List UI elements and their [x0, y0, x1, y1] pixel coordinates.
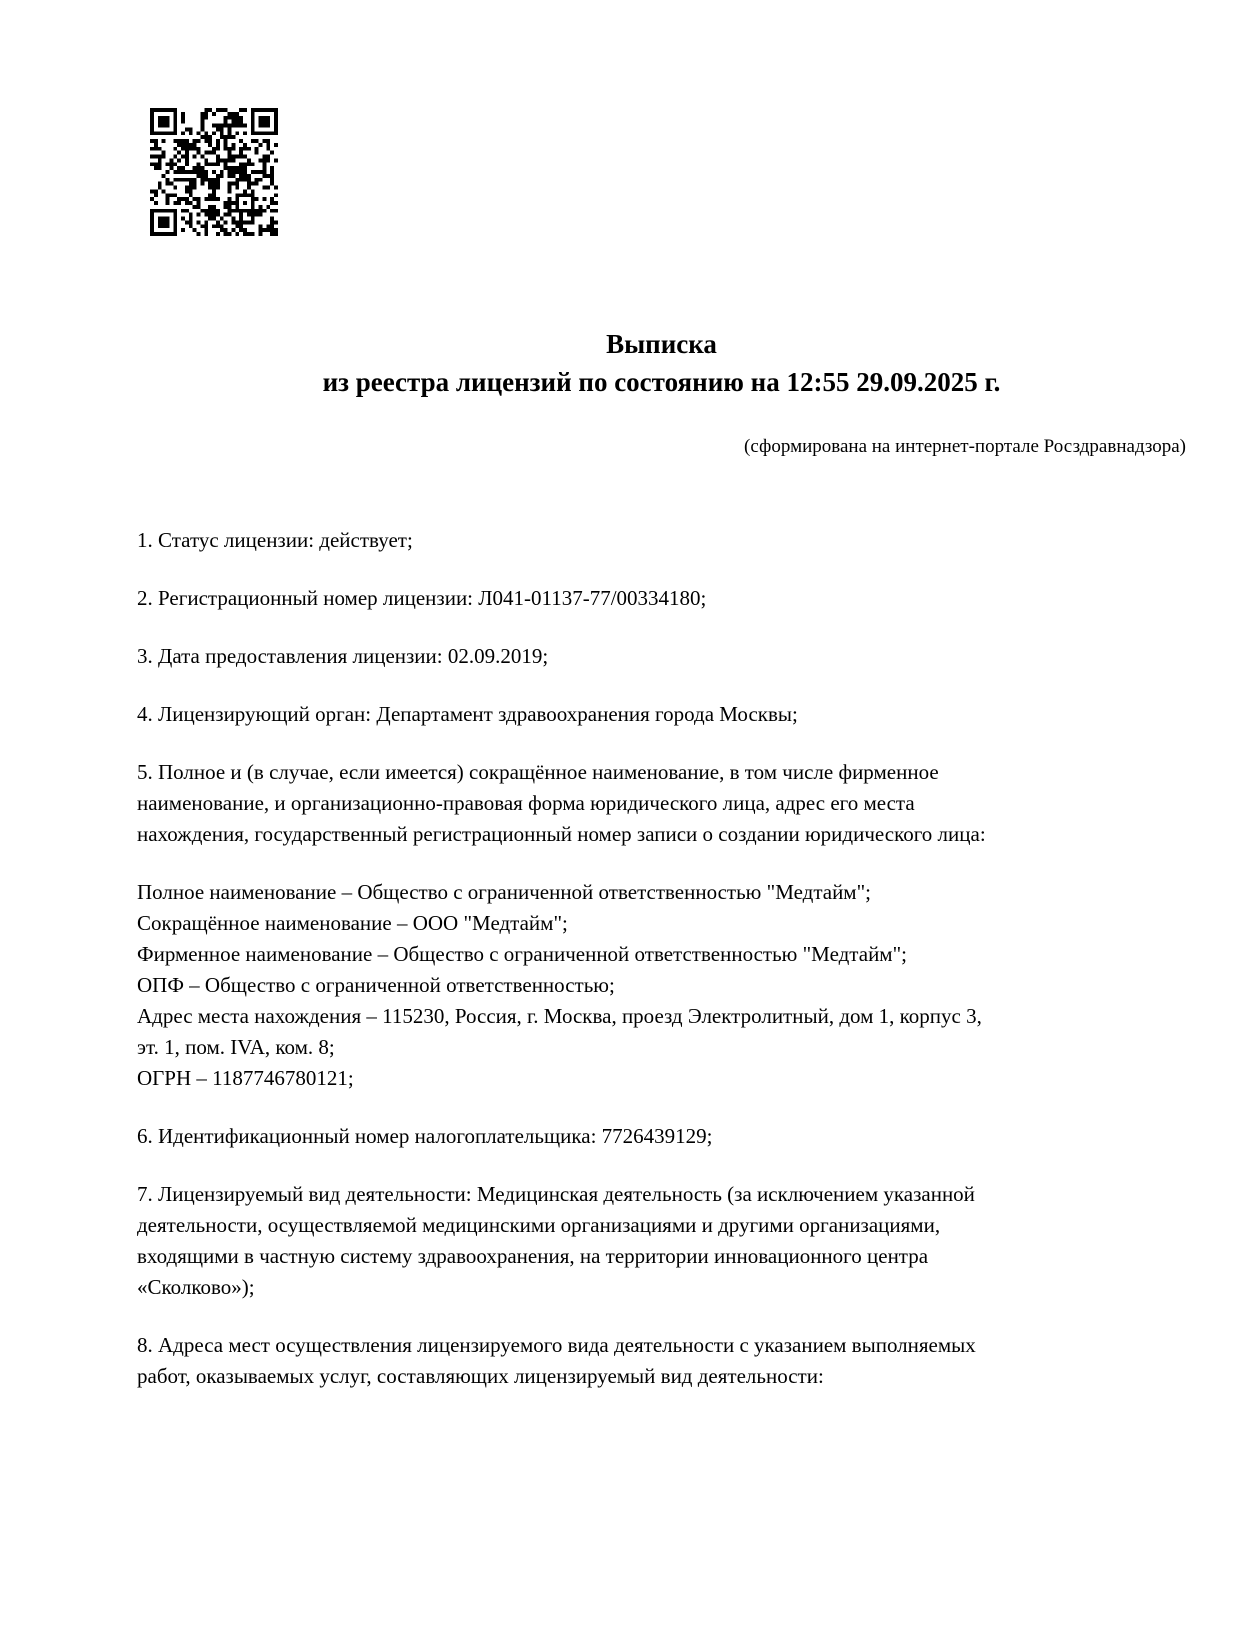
full-name	[137, 877, 1186, 908]
document-line: Фирменное наименование – Общество с ограниченной ответственностью "Медтайм";	[137, 942, 907, 966]
brand-name	[137, 939, 1186, 970]
document-line: «Сколково»);	[137, 1275, 255, 1299]
item-8-activity-addresses	[137, 1330, 1186, 1392]
document-line: 7. Лицензируемый вид деятельности: Медицинская деятельность (за исключением указанной	[137, 1182, 975, 1206]
document-line: 1. Статус лицензии: действует;	[137, 528, 413, 552]
document-line: нахождения, государственный регистрационный номер записи о создании юридического лица:	[137, 822, 986, 846]
item-7-licensed-activity	[137, 1179, 1186, 1303]
document-line: 5. Полное и (в случае, если имеется) сокращённое наименование, в том числе фирменное	[137, 760, 939, 784]
item-5-legal-entity-heading	[137, 757, 1186, 850]
document-line: наименование, и организационно-правовая форма юридического лица, адрес его места	[137, 791, 915, 815]
document-line: Адрес места нахождения – 115230, Россия, г. Москва, проезд Электролитный, дом 1, корпус 3,	[137, 1004, 982, 1028]
opf	[137, 970, 1186, 1001]
item-2-registration-number	[137, 583, 1186, 614]
document-line: деятельности, осуществляемой медицинскими организациями и другими организациями,	[137, 1213, 941, 1237]
document-line: 4. Лицензирующий орган: Департамент здравоохранения города Москвы;	[137, 702, 798, 726]
document-line: Полное наименование – Общество с ограниченной ответственностью "Медтайм";	[137, 880, 872, 904]
document-line: 3. Дата предоставления лицензии: 02.09.2019;	[137, 644, 549, 668]
document-line: 6. Идентификационный номер налогоплательщика: 7726439129;	[137, 1124, 713, 1148]
ogrn	[137, 1063, 1186, 1094]
short-name	[137, 908, 1186, 939]
document-title	[137, 0, 1186, 401]
document-line: Сокращённое наименование – ООО "Медтайм";	[137, 911, 568, 935]
document-line: входящими в частную систему здравоохранения, на территории инновационного центра	[137, 1244, 929, 1268]
document-line: работ, оказываемых услуг, составляющих лицензируемый вид деятельности:	[137, 1364, 824, 1388]
item-4-licensing-authority	[137, 699, 1186, 730]
item-1-license-status	[137, 525, 1186, 556]
document-line: ОПФ – Общество с ограниченной ответственностью;	[137, 973, 615, 997]
qr-code-icon	[150, 108, 278, 236]
document-subtitle: (сформирована на интернет-портале Росздравнадзора)	[744, 436, 1186, 457]
item-3-grant-date	[137, 641, 1186, 672]
document-line: эт. 1, пом. IVA, ком. 8;	[137, 1035, 335, 1059]
document-body	[137, 525, 1186, 1392]
document-title-line1: Выписка	[606, 329, 717, 359]
document-line: ОГРН – 1187746780121;	[137, 1066, 354, 1090]
item-6-taxpayer-number	[137, 1121, 1186, 1152]
address	[137, 1001, 1186, 1063]
document-line: 8. Адреса мест осуществления лицензируемого вида деятельности с указанием выполняемых	[137, 1333, 976, 1357]
document-line: 2. Регистрационный номер лицензии: Л041-01137-77/00334180;	[137, 586, 707, 610]
document-title-line2: из реестра лицензий по состоянию на 12:55 29.09.2025 г.	[322, 367, 1001, 397]
